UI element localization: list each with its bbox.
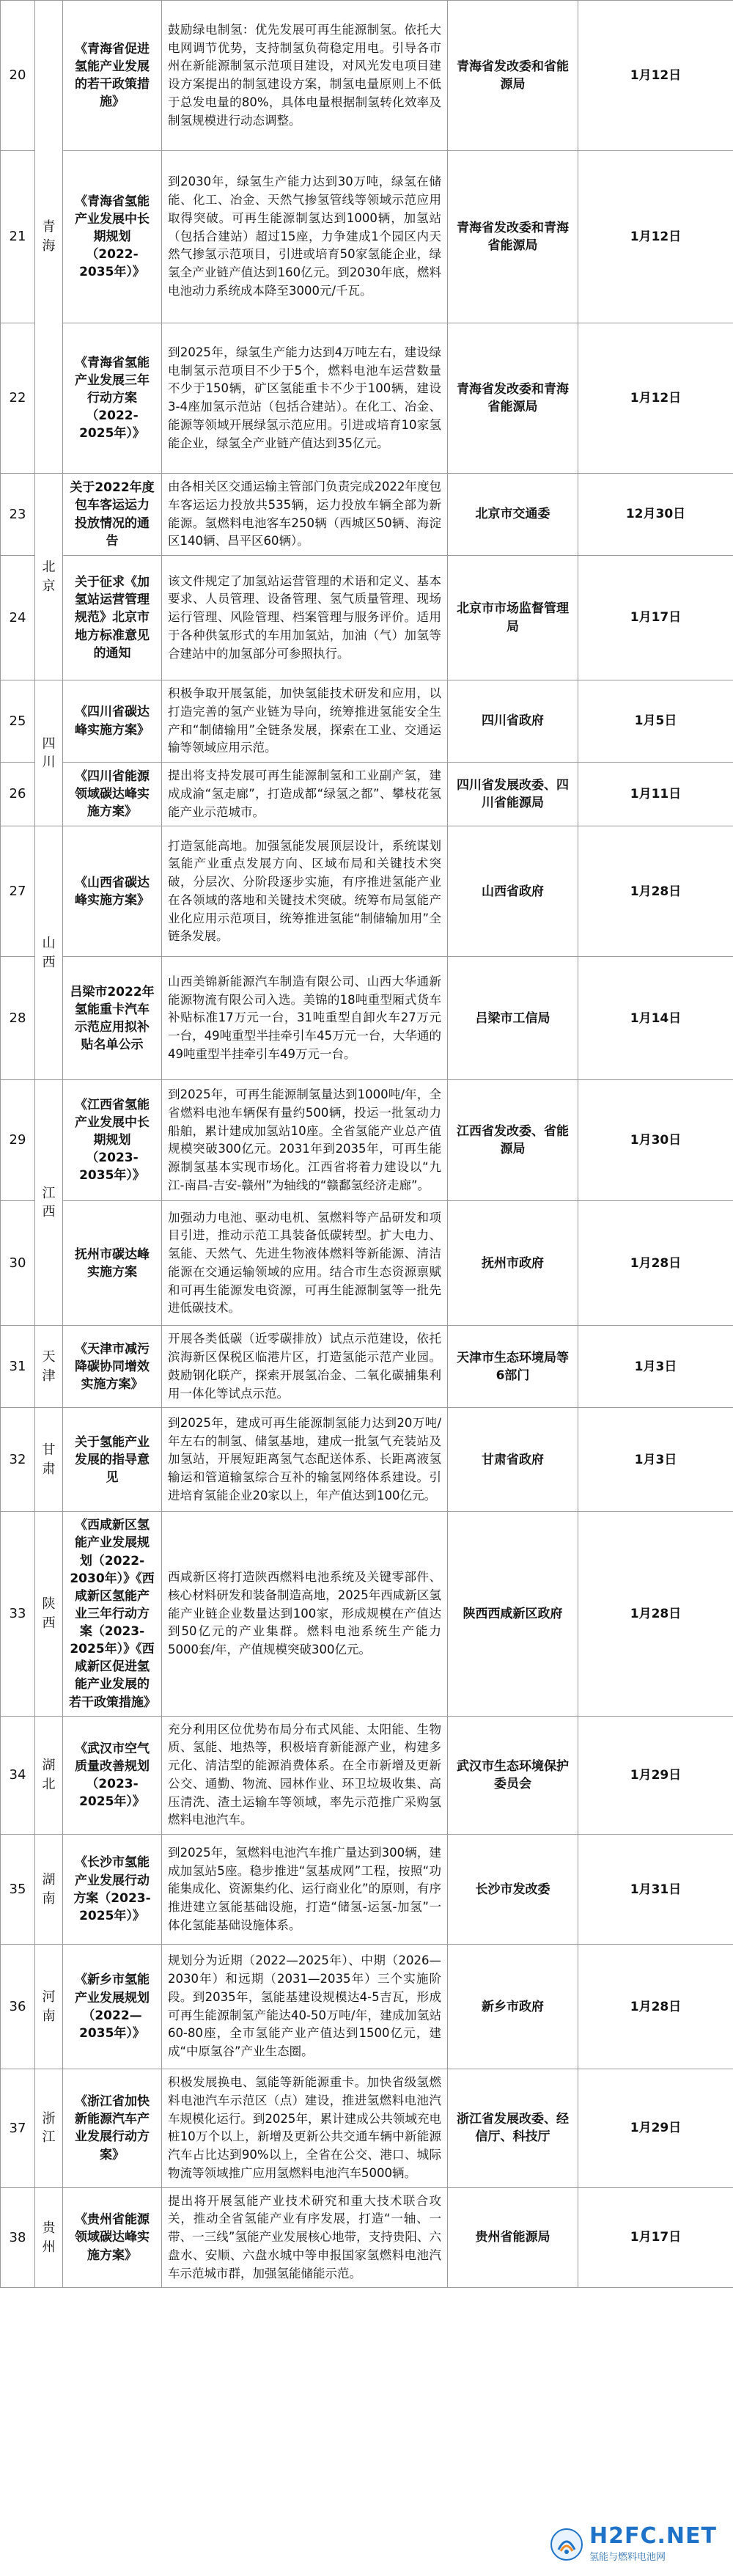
policy-content — [162, 1326, 448, 1408]
issuing-department: 青海省发改委和青海省能源局 — [448, 323, 578, 474]
policy-title: 《浙江省加快新能源汽车产业发展行动方案》 — [63, 2069, 162, 2188]
province-cell: 甘肃 — [35, 1408, 63, 1512]
table-row — [1, 556, 733, 680]
table-row — [1, 763, 733, 826]
province-cell: 山西 — [35, 826, 63, 1080]
row-number: 35 — [1, 1835, 35, 1945]
issuing-department: 贵州省能源局 — [448, 2187, 578, 2288]
province-cell: 天津 — [35, 1326, 63, 1408]
table-row — [1, 1716, 733, 1835]
province-cell: 青海 — [35, 1, 63, 474]
policy-title: 《贵州省能源领域碳达峰实施方案》 — [63, 2187, 162, 2288]
policy-content — [162, 1945, 448, 2069]
table-row — [1, 151, 733, 323]
content-paragraph: 规划分为近期（2022—2025年）、中期（2026—2030年）和远期（2031—2035年）三个实施阶段。到2035年，氢能基建设规模达4-5吉瓦，形成可再生能源制氢产能达40-50万吨/年，建成加氢站60-80座，全市氢能产业产值达到1500亿元，建成“中原氢谷”产业生态圈。 — [168, 1953, 441, 2059]
row-number: 22 — [1, 323, 35, 474]
policy-content — [162, 826, 448, 957]
watermark-brand: H2FC.NET — [589, 2523, 717, 2549]
publish-date: 1月12日 — [578, 323, 733, 474]
policy-content — [162, 323, 448, 474]
content-paragraph: 开展各类低碳（近零碳排放）试点示范建设，依托滨海新区保税区临港片区，打造氢能示范产业园。鼓励钢化联产，探索开展氢冶金、二氧化碳捕集利用一体化等试点示范。 — [168, 1332, 441, 1401]
publish-date: 1月12日 — [578, 151, 733, 323]
table-row — [1, 1326, 733, 1408]
province-cell: 湖南 — [35, 1835, 63, 1945]
publish-date: 1月28日 — [578, 1512, 733, 1716]
publish-date: 12月30日 — [578, 474, 733, 556]
content-paragraph: 该文件规定了加氢站运营管理的术语和定义、基本要求、人员管理、设备管理、氢气质量管理、现场运行管理、风险管理、档案管理与服务评价。适用于各种供氢形式的车用加氢站，加油（气）加氢等合建站中的加氢部分可参照执行。 — [168, 573, 441, 661]
policy-title: 关于征求《加氢站运营管理规范》北京市地方标准意见的通知 — [63, 556, 162, 680]
policy-content — [162, 1408, 448, 1512]
province-cell: 浙江 — [35, 2069, 63, 2188]
publish-date: 1月11日 — [578, 763, 733, 826]
policy-title: 《山西省碳达峰实施方案》 — [63, 826, 162, 957]
content-paragraph: 山西美锦新能源汽车制造有限公司、山西大华通新能源物流有限公司入选。美锦的18吨重型厢式货车补贴标准17万元一台，31吨重型自卸火车27万元一台，49吨重型半挂牵引车45万元一台，大华通的49吨重型半挂牵引车49万元一台。 — [168, 974, 441, 1061]
content-paragraph: 到2030年，绿氢生产能力达到30万吨，绿氢在储能、化工、冶金、天然气掺氢管线等领域示范应用取得突破。可再生能源制氢达到1000辆，加氢站（包括合建站）超过15座，力争建成1个园区内天然气掺氢示范项目，引进或培育50家氢能企业，绿氢全产业链产值达到160亿元。到2030年底，燃料电池动力系统成本降至3000元/千瓦。 — [168, 175, 441, 298]
content-paragraph: 到2025年，绿氢生产能力达到4万吨左右，建设绿电制氢示范项目不少于5个，燃料电池车运营数量不少于150辆，矿区氢能重卡不少于100辆，建设3-4座加氢示范站（包括合建站）。在化工、冶金、能源等领域开展绿氢示范应用。引进或培育10家氢能企业，绿氢全产业链产值达到35亿元。 — [168, 345, 441, 450]
policy-content — [162, 2187, 448, 2288]
issuing-department: 抚州市政府 — [448, 1201, 578, 1326]
issuing-department: 长沙市发改委 — [448, 1835, 578, 1945]
content-paragraph: 积极争取开展氢能，加快氢能技术研发和应用，以打造完善的氢产业链为导向，统筹推进氢能安全生产和“制储输用”全链条发展，探索在工业、交通运输等领域应用示范。 — [168, 686, 441, 755]
issuing-department: 山西省政府 — [448, 826, 578, 957]
province-cell: 陕西 — [35, 1512, 63, 1716]
policy-content — [162, 680, 448, 763]
publish-date: 1月29日 — [578, 1716, 733, 1835]
publish-date: 1月28日 — [578, 1201, 733, 1326]
table-row — [1, 680, 733, 763]
publish-date: 1月3日 — [578, 1408, 733, 1512]
province-cell: 江西 — [35, 1080, 63, 1326]
row-number: 20 — [1, 1, 35, 151]
policy-title: 《江西省氢能产业发展中长期规划（2023-2035年）》 — [63, 1080, 162, 1201]
table-row — [1, 1, 733, 151]
row-number: 38 — [1, 2187, 35, 2288]
watermark-subtitle: 氢能与燃料电池网 — [589, 2552, 666, 2563]
issuing-department: 陕西西咸新区政府 — [448, 1512, 578, 1716]
table-row — [1, 1945, 733, 2069]
table-row — [1, 1408, 733, 1512]
issuing-department: 四川省政府 — [448, 680, 578, 763]
issuing-department: 天津市生态环境局等6部门 — [448, 1326, 578, 1408]
row-number: 24 — [1, 556, 35, 680]
policy-content — [162, 2069, 448, 2188]
row-number: 26 — [1, 763, 35, 826]
row-number: 31 — [1, 1326, 35, 1408]
province-cell: 贵州 — [35, 2187, 63, 2288]
issuing-department: 甘肃省政府 — [448, 1408, 578, 1512]
policy-title: 关于氢能产业发展的指导意见 — [63, 1408, 162, 1512]
publish-date: 1月29日 — [578, 2069, 733, 2188]
province-cell: 北京 — [35, 474, 63, 680]
publish-date: 1月5日 — [578, 680, 733, 763]
policy-content — [162, 957, 448, 1080]
publish-date: 1月28日 — [578, 1945, 733, 2069]
content-paragraph: 充分利用区位优势布局分布式风能、太阳能、生物质、氢能、地热等，积极培育新能源产业，构建多元化、清洁型的能源消费体系。在全市新增及更新公交、通勤、物流、园林作业、环卫垃圾收集、高压清洗、渣土运输车等领域，率先示范推广采购氢燃料电池汽车。 — [168, 1722, 441, 1827]
policy-content — [162, 1201, 448, 1326]
policy-title: 《青海省氢能产业发展中长期规划（2022-2035年）》 — [63, 151, 162, 323]
policy-title: 《西咸新区氢能产业发展规划（2022-2030年）》《西咸新区氢能产业三年行动方案（2023-2025年）》《西咸新区促进氢能产业发展的若干政策措施》 — [63, 1512, 162, 1716]
table-row — [1, 1512, 733, 1716]
issuing-department: 新乡市政府 — [448, 1945, 578, 2069]
policy-content — [162, 474, 448, 556]
content-paragraph: 提出将支持发展可再生能源制氢和工业副产氢，建成成渝“氢走廊”，打造成都“绿氢之都”、攀枝花氢能产业示范城市。 — [168, 768, 441, 819]
policy-title: 吕梁市2022年氢能重卡汽车示范应用拟补贴名单公示 — [63, 957, 162, 1080]
policy-title: 《四川省能源领域碳达峰实施方案》 — [63, 763, 162, 826]
row-number: 28 — [1, 957, 35, 1080]
table-row — [1, 826, 733, 957]
province-cell: 四川 — [35, 680, 63, 826]
row-number: 37 — [1, 2069, 35, 2188]
row-number: 34 — [1, 1716, 35, 1835]
table-row — [1, 1201, 733, 1326]
issuing-department: 北京市交通委 — [448, 474, 578, 556]
policy-content — [162, 556, 448, 680]
row-number: 27 — [1, 826, 35, 957]
policy-content — [162, 1, 448, 151]
h2fc-logo-icon — [550, 2528, 583, 2561]
table-row — [1, 323, 733, 474]
policy-title: 抚州市碳达峰实施方案 — [63, 1201, 162, 1326]
policy-title: 关于2022年度包车客运运力投放情况的通告 — [63, 474, 162, 556]
content-paragraph: 到2025年，可再生能源制氢量达到1000吨/年，全省燃料电池车辆保有量约500辆，投运一批氢动力船舶，累计建成加氢站10座。全省氢能产业总产值规模突破300亿元。2031年到2035年，可再生能源制氢基本实现市场化。江西省将着力建设以“九江-南昌-吉安-赣州”为轴线的“赣鄱氢经济走廊”。 — [168, 1087, 441, 1192]
policy-title: 《天津市减污降碳协同增效实施方案》 — [63, 1326, 162, 1408]
row-number: 23 — [1, 474, 35, 556]
table-row — [1, 1835, 733, 1945]
publish-date: 1月31日 — [578, 1835, 733, 1945]
policy-title: 《青海省氢能产业发展三年行动方案（2022-2025年）》 — [63, 323, 162, 474]
row-number: 36 — [1, 1945, 35, 2069]
publish-date: 1月28日 — [578, 826, 733, 957]
table-row — [1, 474, 733, 556]
issuing-department: 武汉市生态环境保护委员会 — [448, 1716, 578, 1835]
table-row — [1, 2069, 733, 2188]
province-cell: 河南 — [35, 1945, 63, 2069]
content-paragraph: 西咸新区将打造陕西燃料电池系统及关键零部件、核心材料研发和装备制造高地，2025年西咸新区氢能产业链企业数量达到100家，形成规模在产值达到50亿元的产业集群。燃料电池系统生产能力5000套/年，产值规模突破300亿元。 — [168, 1570, 441, 1657]
content-paragraph: 到2025年，建成可再生能源制氢能力达到20万吨/年左右的制氢、储氢基地，建成一批氢气充装站及加氢站，开展短距离氢气态配送体系、长距离液氢输运和管道输氢综合互补的输氢网络体系建设。引进培育氢能企业20家以上，年产值达到100亿元。 — [168, 1415, 441, 1502]
policy-title: 《新乡市氢能产业发展规划（2022—2035年）》 — [63, 1945, 162, 2069]
table-row — [1, 2187, 733, 2288]
table-row — [1, 1080, 733, 1201]
publish-date: 1月17日 — [578, 2187, 733, 2288]
policy-content — [162, 1080, 448, 1201]
issuing-department: 江西省发改委、省能源局 — [448, 1080, 578, 1201]
content-paragraph: 由各相关区交通运输主管部门负责完成2022年度包车客运运力投放共535辆，运力投放车辆全部为新能源。氢燃料电池客车250辆（西城区50辆、海淀区140辆、昌平区60辆）。 — [168, 480, 441, 548]
issuing-department: 吕梁市工信局 — [448, 957, 578, 1080]
policy-title: 《青海省促进氢能产业发展的若干政策措施》 — [63, 1, 162, 151]
publish-date: 1月14日 — [578, 957, 733, 1080]
policy-content — [162, 1716, 448, 1835]
policy-title: 《武汉市空气质量改善规划（2023-2025年）》 — [63, 1716, 162, 1835]
row-number: 29 — [1, 1080, 35, 1201]
policy-content — [162, 151, 448, 323]
province-cell: 湖北 — [35, 1716, 63, 1835]
policy-content — [162, 1512, 448, 1716]
publish-date: 1月17日 — [578, 556, 733, 680]
content-paragraph: 到2025年，氢燃料电池汽车推广量达到300辆，建成加氢站5座。稳步推进“氢基成网”工程，按照“功能集成化、资源集约化、运行商业化”的原则，有序推进建立氢能基础设施，打造“储氢-运氢-加氢”一体化氢能基础设施体系。 — [168, 1845, 441, 1932]
content-paragraph: 鼓励绿电制氢：优先发展可再生能源制氢。依托大电网调节优势，支持制氢负荷稳定用电。引导各市州在新能源制氢示范项目建设，对风光发电项目建设方案提出的制氢建设方案，制氢电量原则上不低于总发电量的80%，具体电量根据制氢转化效率及制氢规模进行动态调整。 — [168, 22, 441, 128]
publish-date: 1月12日 — [578, 1, 733, 151]
site-watermark — [544, 2522, 723, 2566]
policy-content — [162, 763, 448, 826]
publish-date: 1月3日 — [578, 1326, 733, 1408]
issuing-department: 四川省发展改委、四川省能源局 — [448, 763, 578, 826]
issuing-department: 浙江省发展改委、经信厅、科技厅 — [448, 2069, 578, 2188]
row-number: 30 — [1, 1201, 35, 1326]
issuing-department: 青海省发改委和省能源局 — [448, 1, 578, 151]
row-number: 33 — [1, 1512, 35, 1716]
content-paragraph: 加强动力电池、驱动电机、氢燃料等产品研发和项目引进，推动示范工具装备低碳转型。扩大电力、氢能、天然气、先进生物液体燃料等新能源、清洁能源在交通运输领域的应用。结合市生态资源禀赋和可再生能源发电资源，可再生能源制氢等一批先进低碳技术。 — [168, 1210, 441, 1315]
policy-title: 《长沙市氢能产业发展行动方案（2023-2025年）》 — [63, 1835, 162, 1945]
row-number: 32 — [1, 1408, 35, 1512]
publish-date: 1月30日 — [578, 1080, 733, 1201]
policy-title: 《四川省碳达峰实施方案》 — [63, 680, 162, 763]
content-paragraph: 提出将开展氢能产业技术研究和重大技术联合攻关，推动全省氢能产业有序发展，打造“一轴、一带、一三线”氢能产业发展核心地带，支持贵阳、六盘水、安顺、六盘水城中等申报国家氢燃料电池汽车示范城市群，加强氢能储能示范。 — [168, 2193, 441, 2280]
issuing-department: 青海省发改委和青海省能源局 — [448, 151, 578, 323]
row-number: 25 — [1, 680, 35, 763]
content-paragraph: 积极发展换电、氢能等新能源重卡。加快省级氢燃料电池汽车示范区（点）建设，推进氢燃料电池汽车规模化运行。到2025年，累计建成公共领域充电桩10万个以上，新增及更新公共交通车辆中新能源汽车占比达到90%以上，全省在公交、港口、城际物流等领域推广应用氢燃料电池汽车5000辆。 — [168, 2075, 441, 2180]
row-number: 21 — [1, 151, 35, 323]
issuing-department: 北京市市场监督管理局 — [448, 556, 578, 680]
table-row — [1, 957, 733, 1080]
content-paragraph: 打造氢能高地。加强氢能发展顶层设计，系统谋划氢能产业重点发展方向、区域布局和关键技术突破，分层次、分阶段逐步实施，有序推进氢能产业在各领域的落地和关键技术突破。统筹布局氢能产业化应用示范项目，统筹推进氢能“制储输加用”全链条发展。 — [168, 838, 441, 944]
policy-content — [162, 1835, 448, 1945]
